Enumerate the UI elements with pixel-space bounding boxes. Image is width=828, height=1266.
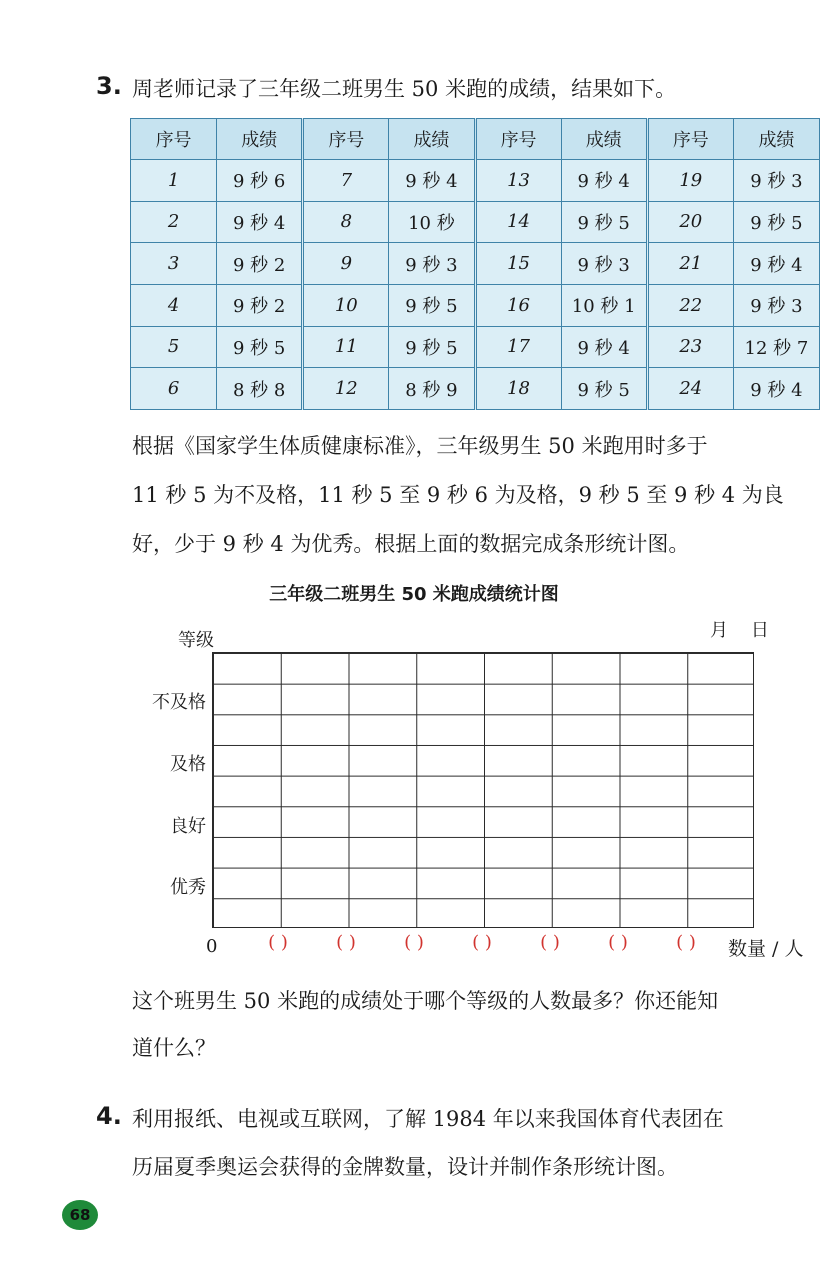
axis-blank[interactable]: ( ) xyxy=(608,932,628,953)
index-cell: 9 xyxy=(303,243,389,285)
index-cell: 7 xyxy=(303,160,389,202)
index-cell: 14 xyxy=(475,201,561,243)
table-row xyxy=(131,160,820,202)
result-cell: 10 秒 1 xyxy=(561,284,647,326)
result-cell: 9 秒 5 xyxy=(733,201,819,243)
chart-title: 三年级二班男生 50 米跑成绩统计图 xyxy=(269,584,559,605)
question-3-intro: 周老师记录了三年级二班男生 50 米跑的成绩，结果如下。 xyxy=(132,77,677,101)
index-cell: 18 xyxy=(475,368,561,410)
category-label-fail: 不及格 xyxy=(152,692,206,713)
x-axis-title: 数量 / 人 xyxy=(728,938,804,960)
result-cell: 9 秒 3 xyxy=(733,284,819,326)
index-cell: 1 xyxy=(131,160,217,202)
standard-line-1: 根据《国家学生体质健康标准》，三年级男生 50 米跑用时多于 xyxy=(132,434,708,458)
standard-line-3: 好，少于 9 秒 4 为优秀。根据上面的数据完成条形统计图。 xyxy=(132,532,690,556)
index-cell: 20 xyxy=(647,201,733,243)
header-cell: 序号 xyxy=(475,119,561,160)
axis-blank[interactable]: ( ) xyxy=(540,932,560,953)
index-cell: 21 xyxy=(647,243,733,285)
result-cell: 9 秒 5 xyxy=(217,326,303,368)
index-cell: 24 xyxy=(647,368,733,410)
index-cell: 10 xyxy=(303,284,389,326)
chart-grid xyxy=(212,652,754,928)
axis-origin: 0 xyxy=(206,936,218,957)
result-cell: 9 秒 4 xyxy=(561,326,647,368)
table-row xyxy=(131,243,820,285)
index-cell: 2 xyxy=(131,201,217,243)
index-cell: 6 xyxy=(131,368,217,410)
header-cell: 成绩 xyxy=(389,119,475,160)
index-cell: 23 xyxy=(647,326,733,368)
axis-blank[interactable]: ( ) xyxy=(676,932,696,953)
axis-blank[interactable]: ( ) xyxy=(472,932,492,953)
date-label: 月 日 xyxy=(710,620,769,641)
question-4-number: 4. xyxy=(96,1102,122,1130)
index-cell: 22 xyxy=(647,284,733,326)
result-cell: 9 秒 4 xyxy=(733,243,819,285)
axis-blank[interactable]: ( ) xyxy=(268,932,288,953)
index-cell: 3 xyxy=(131,243,217,285)
table-row xyxy=(131,201,820,243)
index-cell: 17 xyxy=(475,326,561,368)
question-line-1: 这个班男生 50 米跑的成绩处于哪个等级的人数最多？你还能知 xyxy=(132,989,719,1013)
result-cell: 9 秒 5 xyxy=(389,284,475,326)
table-row xyxy=(131,368,820,410)
table-header-row xyxy=(131,119,820,160)
header-cell: 成绩 xyxy=(217,119,303,160)
result-cell: 10 秒 xyxy=(389,201,475,243)
result-cell: 9 秒 4 xyxy=(561,160,647,202)
category-label-excellent: 优秀 xyxy=(170,877,206,898)
question-line-2: 道什么？ xyxy=(132,1036,216,1060)
page-number-badge: 68 xyxy=(62,1200,98,1230)
result-cell: 9 秒 4 xyxy=(389,160,475,202)
result-cell: 9 秒 5 xyxy=(561,368,647,410)
result-cell: 9 秒 2 xyxy=(217,284,303,326)
result-cell: 9 秒 5 xyxy=(561,201,647,243)
axis-blank[interactable]: ( ) xyxy=(404,932,424,953)
category-label-good: 良好 xyxy=(170,816,206,837)
index-cell: 13 xyxy=(475,160,561,202)
question-4-line-2: 历届夏季奥运会获得的金牌数量，设计并制作条形统计图。 xyxy=(132,1155,678,1179)
result-cell: 9 秒 3 xyxy=(389,243,475,285)
result-cell: 9 秒 4 xyxy=(217,201,303,243)
y-axis-title: 等级 xyxy=(178,630,214,651)
index-cell: 12 xyxy=(303,368,389,410)
table-row xyxy=(131,284,820,326)
result-cell: 9 秒 4 xyxy=(733,368,819,410)
index-cell: 8 xyxy=(303,201,389,243)
run-results-table xyxy=(130,118,820,410)
result-cell: 8 秒 9 xyxy=(389,368,475,410)
index-cell: 15 xyxy=(475,243,561,285)
result-cell: 8 秒 8 xyxy=(217,368,303,410)
result-cell: 9 秒 3 xyxy=(561,243,647,285)
header-cell: 序号 xyxy=(303,119,389,160)
header-cell: 序号 xyxy=(131,119,217,160)
index-cell: 19 xyxy=(647,160,733,202)
result-cell: 9 秒 2 xyxy=(217,243,303,285)
index-cell: 5 xyxy=(131,326,217,368)
table-row xyxy=(131,326,820,368)
question-3-number: 3. xyxy=(96,72,122,100)
result-cell: 12 秒 7 xyxy=(733,326,819,368)
question-4-line-1: 利用报纸、电视或互联网，了解 1984 年以来我国体育代表团在 xyxy=(132,1107,724,1131)
result-cell: 9 秒 3 xyxy=(733,160,819,202)
category-label-pass: 及格 xyxy=(170,754,206,775)
index-cell: 16 xyxy=(475,284,561,326)
result-cell: 9 秒 6 xyxy=(217,160,303,202)
header-cell: 序号 xyxy=(647,119,733,160)
header-cell: 成绩 xyxy=(733,119,819,160)
header-cell: 成绩 xyxy=(561,119,647,160)
result-cell: 9 秒 5 xyxy=(389,326,475,368)
axis-blank[interactable]: ( ) xyxy=(336,932,356,953)
index-cell: 4 xyxy=(131,284,217,326)
index-cell: 11 xyxy=(303,326,389,368)
standard-line-2: 11 秒 5 为不及格，11 秒 5 至 9 秒 6 为及格，9 秒 5 至 9 秒 4 为良 xyxy=(132,483,784,507)
